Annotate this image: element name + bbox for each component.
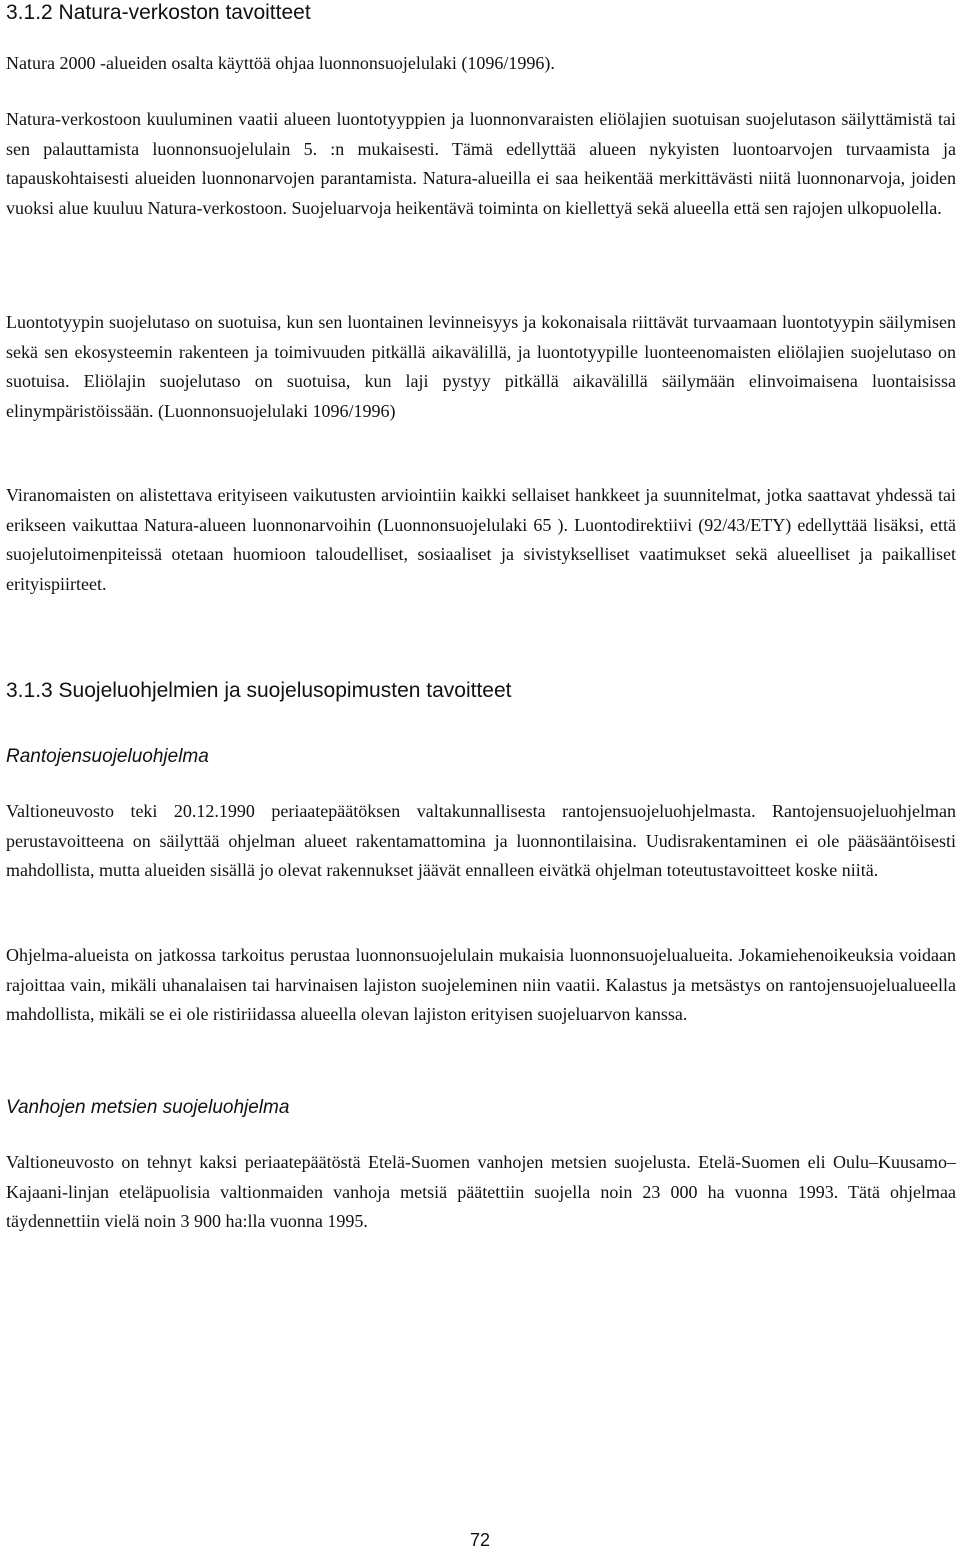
paragraph: Ohjelma-alueista on jatkossa tarkoitus perustaa luonnonsuojelulain mukaisia luonnonsuojelualueita. Jokamiehenoikeuksia voidaan rajoittaa vain, mikäli uhanalaisen tai harvinaisen lajiston suojeleminen niin vaatii. Kalastus ja metsästys on rantojensuojelualueella mahdollista, mikäli se ei ole ristiriidassa alueella olevan lajiston erityisen suojeluarvon kanssa. <box>6 945 956 1024</box>
subsection-heading: Vanhojen metsien suojeluohjelma <box>6 1097 290 1118</box>
paragraph: Valtioneuvosto teki 20.12.1990 periaatepäätöksen valtakunnallisesta rantojensuojeluohjelmasta. Rantojensuojeluohjelman perustavoitteena on säilyttää ohjelman alueet rakentamattomina ja luonnontilaisina. Uudisrakentaminen ei ole pääsääntöisesti mahdollista, mutta alueiden sisällä jo olevat rakennukset jäävät ennalleen eivätkä ohjelman toteutustavoitteet koske niitä. <box>6 801 956 880</box>
section-heading: 3.1.2 Natura-verkoston tavoitteet <box>6 1 311 24</box>
subsection-heading: Rantojensuojeluohjelma <box>6 746 209 767</box>
paragraph: Natura-verkostoon kuuluminen vaatii alueen luontotyyppien ja luonnonvaraisten eliölajien suotuisan suojelutason säilyttämistä tai sen palauttamista luonnonsuojelulain 5. :n mukaisesti. Tämä edellyttää alueen nykyisten luontoarvojen turvaamista ja tapauskohtaisesti alueiden luonnonarvojen parantamista. Natura-alueilla ei saa heikentää merkittävästi niitä luonnonarvoja, joiden vuoksi alue kuuluu Natura-verkostoon. Suojeluarvoja heikentävä toiminta on kiellettyä sekä alueella että sen rajojen ulkopuolella. <box>6 109 956 218</box>
page-number: 72 <box>469 1530 491 1550</box>
paragraph: Luontotyypin suojelutaso on suotuisa, kun sen luontainen levinneisyys ja kokonaisala riittävät turvaamaan luontotyypin säilymisen sekä sen ekosysteemin rakenteen ja toimivuuden pitkällä aikavälillä, ja luontotyypille luonteenomaisten eliölajien suojelutaso on suotuisa. Eliölajin suojelutaso on suotuisa, kun laji pystyy pitkällä aikavälillä säilymään elinvoimaisena luontaisissa elinympäristöissään. (Luonnonsuojelulaki 1096/1996) <box>6 312 956 421</box>
paragraph: Valtioneuvosto on tehnyt kaksi periaatepäätöstä Etelä-Suomen vanhojen metsien suojelusta. Etelä-Suomen eli Oulu–Kuusamo–Kajaani-linjan eteläpuolisia valtionmaiden vanhoja metsiä päätettiin suojella noin 23 000 ha vuonna 1993. Tätä ohjelmaa täydennettiin vielä noin 3 900 ha:lla vuonna 1995. <box>6 1152 956 1231</box>
section-heading: 3.1.3 Suojeluohjelmien ja suojelusopimusten tavoitteet <box>6 679 512 702</box>
paragraph: Natura 2000 -alueiden osalta käyttöä ohjaa luonnonsuojelulaki (1096/1996). <box>6 53 555 73</box>
paragraph: Viranomaisten on alistettava erityiseen vaikutusten arviointiin kaikki sellaiset hankkeet ja suunnitelmat, jotka saattavat yhdessä tai erikseen vaikuttaa Natura-alueen luonnonarvoihin (Luonnonsuojelulaki 65 ). Luontodirektiivi (92/43/ETY) edellyttää lisäksi, että suojelutoimenpiteissä otetaan huomioon taloudelliset, sosiaaliset ja sivistykselliset vaatimukset sekä alueelliset ja paikalliset erityispiirteet. <box>6 485 956 594</box>
